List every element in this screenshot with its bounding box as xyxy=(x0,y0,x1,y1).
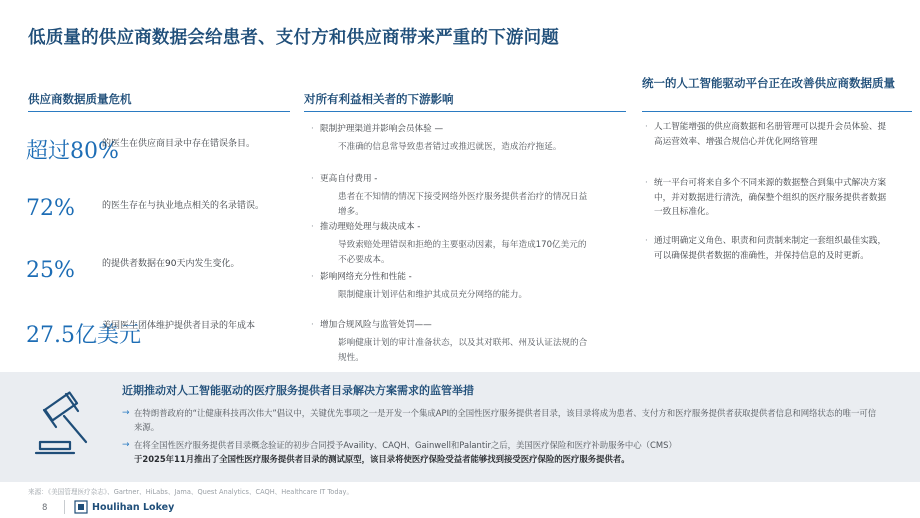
stat-text: 的提供者数据在90天内发生变化。 xyxy=(102,259,240,269)
houlihan-lokey-logo-icon xyxy=(74,500,88,514)
impact-heading: · 影响网络充分性和性能 - xyxy=(320,270,412,285)
column-header-platform: 统一的人工智能驱动平台正在改善供应商数据质量 xyxy=(642,76,895,90)
impact-detail: 限制健康计划评估和维护其成员充分网络的能力。 xyxy=(338,290,528,300)
stat-text: 的医生存在与执业地点相关的名录错误。 xyxy=(102,201,265,211)
stat-text: 美国医生团体维护提供者目录的年成本 xyxy=(102,321,256,331)
footer-divider xyxy=(64,500,65,514)
column-header-crisis: 供应商数据质量危机 xyxy=(28,92,132,106)
arrow-right-icon: → xyxy=(122,408,130,418)
platform-point: · 通过明确定义角色、职责和问责制来制定一套组织最佳实践，可以确保提供者数据的准确性，并保持信息的及时更新。 xyxy=(654,234,890,263)
impact-detail: 影响健康计划的审计准备状态，以及其对联邦、州及认证法规的合规性。 xyxy=(338,338,588,363)
impact-heading: · 限制护理渠道并影响会员体验 — xyxy=(320,122,443,137)
regulatory-item xyxy=(122,438,882,452)
regulatory-item-text: 在将全国性医疗服务提供者目录概念验证的初步合同授予Availity、CAQH、Gainwell和Palantir之后，美国医疗保险和医疗补助服务中心（CMS） xyxy=(134,440,677,450)
column-divider-crisis xyxy=(28,111,290,112)
column-header-impact: 对所有利益相关者的下游影响 xyxy=(304,92,454,106)
impact-detail: 患者在不知情的情况下接受网络外医疗服务提供者治疗的情况日益增多。 xyxy=(338,192,588,217)
gavel-icon xyxy=(30,390,100,460)
impact-heading: · 增加合规风险与监管处罚—— xyxy=(320,318,432,333)
regulatory-item-bold: 于2025年11月推出了全国性医疗服务提供者目录的测试原型，该目录将使医疗保险受益者能够找到接受医疗保险的医疗服务提供者。 xyxy=(134,454,630,464)
stat-value: 72% xyxy=(26,196,75,221)
stat-value: 超过80% xyxy=(26,139,119,164)
stat-value: 27.5亿美元 xyxy=(26,323,141,348)
stat-text: 的医生在供应商目录中存在错误条目。 xyxy=(102,139,256,149)
regulatory-item-text: 在特朗普政府的“让健康科技再次伟大”倡议中，关键优先事项之一是开发一个集成API的全国性医疗服务提供者目录，该目录将成为患者、支付方和医疗服务提供者获取提供者信息和网络状态的唯一可信来源。 xyxy=(134,408,877,432)
stat-value: 25% xyxy=(26,258,75,283)
platform-point: · 统一平台可将来自多个不同来源的数据整合到集中式解决方案中，并对数据进行清洗，确保整个组织的医疗服务提供者数据一致且标准化。 xyxy=(654,176,890,220)
page-number: 8 xyxy=(42,503,48,513)
impact-detail: 不准确的信息常导致患者错过或推迟就医，造成治疗拖延。 xyxy=(338,142,562,152)
platform-point: · 人工智能增强的供应商数据和名册管理可以提升会员体验、提高运营效率、增强合规信心并优化网络管理 xyxy=(654,120,890,149)
impact-heading: · 更高自付费用 - xyxy=(320,172,377,187)
source-note: 来源：《美国管理医疗杂志》、Gartner、HiLabs、Jama、Quest Analytics、CAQH、Healthcare IT Today。 xyxy=(28,488,354,496)
regulatory-title: 近期推动对人工智能驱动的医疗服务提供者目录解决方案需求的监管举措 xyxy=(122,384,474,397)
column-divider-platform xyxy=(642,111,912,112)
regulatory-item xyxy=(122,406,882,434)
company-logo: Houlihan Lokey xyxy=(92,502,175,513)
impact-heading: · 推动理赔处理与裁决成本 - xyxy=(320,220,420,235)
page-title: 低质量的供应商数据会给患者、支付方和供应商带来严重的下游问题 xyxy=(28,28,559,48)
column-divider-impact xyxy=(304,111,626,112)
impact-detail: 导致索赔处理错误和拒绝的主要驱动因素，每年造成170亿美元的不必要成本。 xyxy=(338,240,587,265)
arrow-right-icon: → xyxy=(122,440,130,450)
